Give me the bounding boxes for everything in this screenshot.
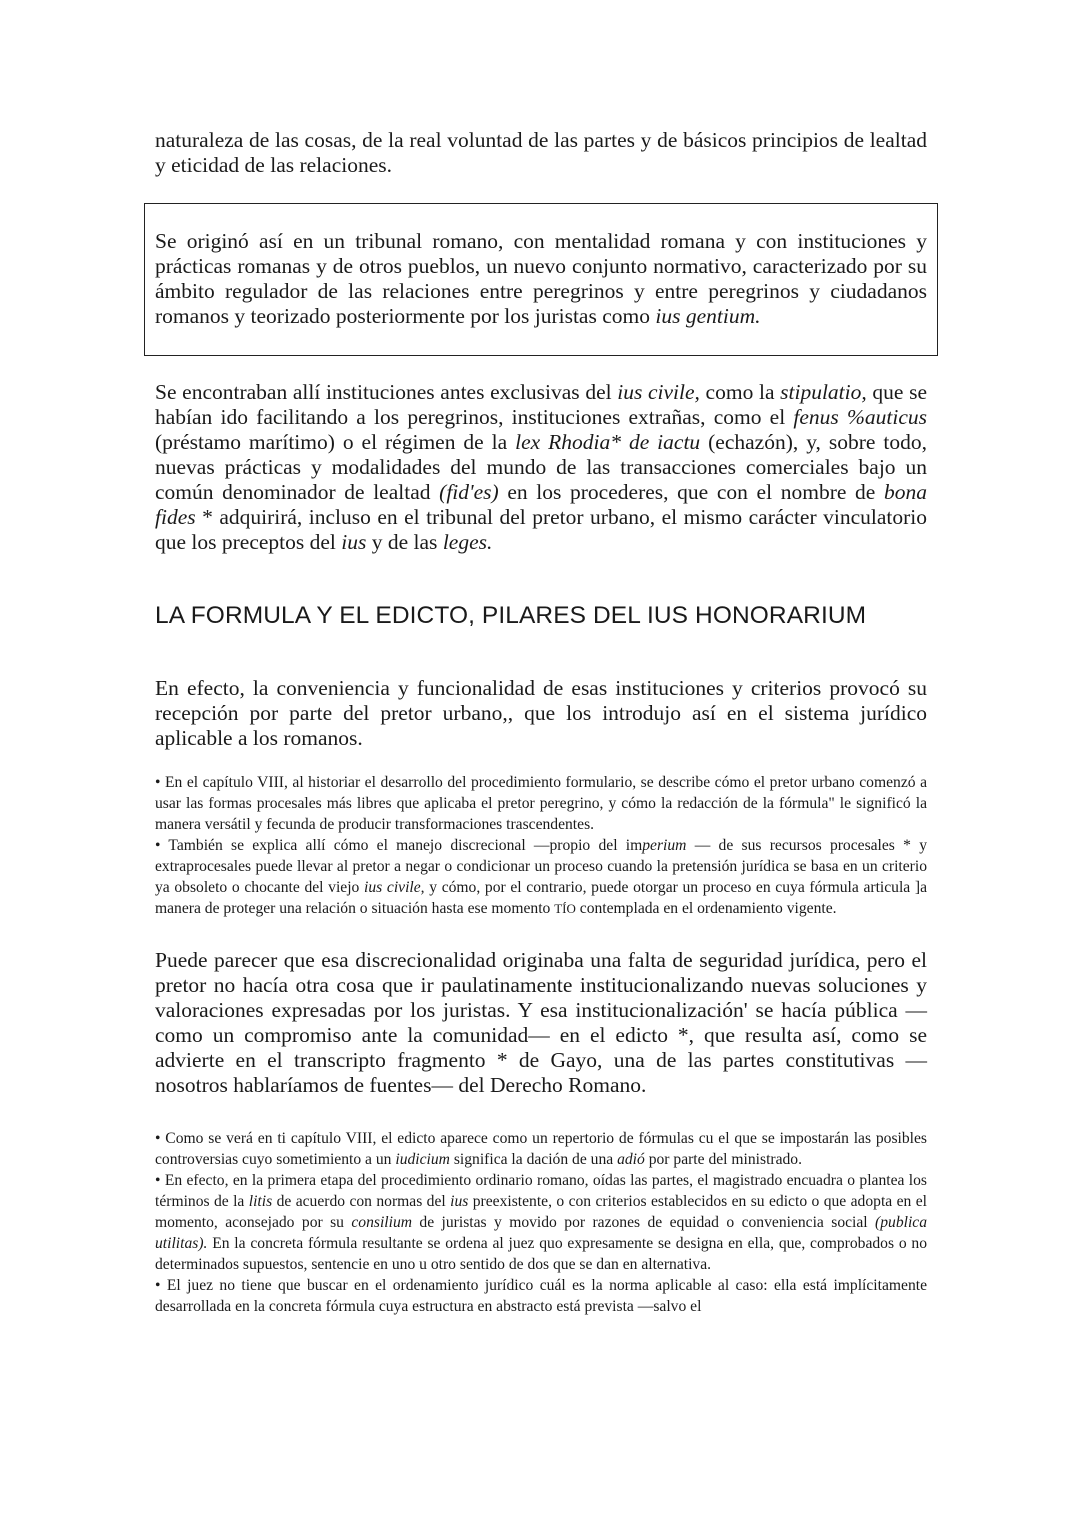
text-run: en los procederes, que con el nombre de [498,480,884,504]
italic-term: (publica utilitas). [155,1214,928,1252]
discretion-paragraph: Puede parecer que esa discrecionalidad originaba una falta de seguridad jurídica, pero el pretor no hacía otra cosa que ir paulatinamente institucionalizando nuevas soluciones y valoraciones expresadas por los juristas. Y esa institucionalización' se hacía pública — como un compromiso ante la comunidad— en el edicto *, que resulta así, como se advierte en el transcripto fragmento * de Gayo, una de las partes constitutivas — nosotros hablaríamos de fuentes— del Derecho Romano. [155,948,927,1097]
italic-term: adió [617,1151,645,1168]
text-run: — de sus recursos procesales * y extraprocesales puede llevar al pretor a negar o condicionar un proceso cuando la pretensión jurídica se basa en un criterio ya obsoleto o chocante del viejo [155,837,927,896]
reception-paragraph: En efecto, la conveniencia y funcionalidad de esas instituciones y criterios provocó su recepción por parte del pretor urbano,, que los introdujo así en el sistema jurídico aplicable a los romanos. [155,676,927,750]
italic-term: ius [450,1193,469,1210]
boxed-text [155,229,927,329]
text-run: (echazón), y, sobre todo, nuevas prácticas y modalidades del mundo de las transacciones comerciales bajo un común denominador de lealtad [155,430,928,504]
italic-term: litis [248,1193,273,1210]
italic-term: stipulatio, [780,380,867,404]
text-run: que se habían ido facilitando a los peregrinos, instituciones extrañas, como el [155,380,927,429]
text-run: contemplada en el ordenamiento vigente. [575,900,837,917]
boxed-paragraph [144,203,938,356]
italic-term: bona fides [155,480,927,529]
list-item: • El juez no tiene que buscar en el ordenamiento jurídico cuál es la norma aplicable al caso: ella está implícitamente desarrollada en la concreta fórmula cuya estructura en abstracto está prevista —salvo el [155,1277,927,1315]
italic-term: consilium [351,1214,413,1231]
text-run: de acuerdo con normas del [272,1193,451,1210]
italic-term: iudicium [395,1151,450,1168]
italic-term: perium [642,837,687,854]
institutions-paragraph [155,380,927,555]
text-run: significa la dación de una [449,1151,618,1168]
notes-list-2 [155,1128,927,1317]
text-run: y cómo, por el contrario, puede otorgar un proceso en cuya fórmula articula ]a manera de proteger una relación o situación hasta ese momento [155,879,927,917]
list-item [155,1128,927,1170]
text-run: de juristas y movido por razones de equidad o conveniencia social [412,1214,876,1231]
intro-paragraph: naturaleza de las cosas, de la real voluntad de las partes y de básicos principios de lealtad y eticidad de las relaciones. [155,128,927,177]
section-heading: LA FORMULA Y EL EDICTO, PILARES DEL IUS HONORARIUM [155,602,867,629]
document-page [155,128,927,1317]
list-item [155,835,927,919]
text-run: y de las [366,530,443,554]
text-run: Se encontraban allí instituciones antes exclusivas del [155,380,618,404]
italic-term: (fid'es) [439,480,499,504]
text-run: TÍO [554,901,576,916]
boxed-text-main: Se originó así en un tribunal romano, con mentalidad romana y con instituciones y prácticas romanas y de otros pueblos, un nuevo conjunto normativo, caracterizado por su ámbito regulador de las relaciones entre peregrinos y entre peregrinos y ciudadanos romanos y teorizado posteriormente por los juristas como [155,229,927,328]
italic-term: ius civile, [364,879,425,896]
italic-term: ius [341,530,367,554]
text-run: * adquirirá, incluso en el tribunal del pretor urbano, el mismo carácter vinculatorio que los preceptos del [155,505,927,554]
italic-term: leges. [442,530,493,554]
text-run: (préstamo marítimo) o el régimen de la [155,430,516,454]
text-run: por parte del ministrado. [644,1151,803,1168]
italic-term: lex Rhodia* de iactu [515,430,701,454]
text-run: preexistente, o con criterios establecidos en su edicto o que adopta en el momento, aconsejado por su [155,1193,927,1231]
text-run: • También se explica allí cómo el manejo discrecional —propio del im [155,837,643,854]
text-run: • Como se verá en ti capítulo VIII, el edicto aparece como un repertorio de fórmulas cu el que se impostarán las posibles controversias cuyo sometimiento a un [155,1130,927,1168]
text-run: como la [699,380,781,404]
text-run: • En efecto, en la primera etapa del procedimiento ordinario romano, oídas las partes, el magistrado encuadra o plantea los términos de la [155,1172,927,1210]
text-run: En la concreta fórmula resultante se ordena al juez quo expresamente se designa en ella, que, comprobados o no determinados supuestos, sentencie en uno u otro sentido de dos que se dan en alternativa. [155,1235,927,1273]
italic-term: fenus %auticus [793,405,927,429]
boxed-text-italic: ius gentium. [655,304,761,328]
list-item: • En el capítulo VIII, al historiar el desarrollo del procedimiento formulario, se describe cómo el pretor urbano comenzó a usar las formas procesales más libres que aplicaba el pretor peregrino, y cómo la redacción de la fórmula" le significó la manera versátil y fecunda de producir transformaciones trascendentes. [155,774,927,833]
list-item [155,1170,927,1275]
italic-term: ius civile, [617,380,700,404]
notes-list-1 [155,772,927,919]
